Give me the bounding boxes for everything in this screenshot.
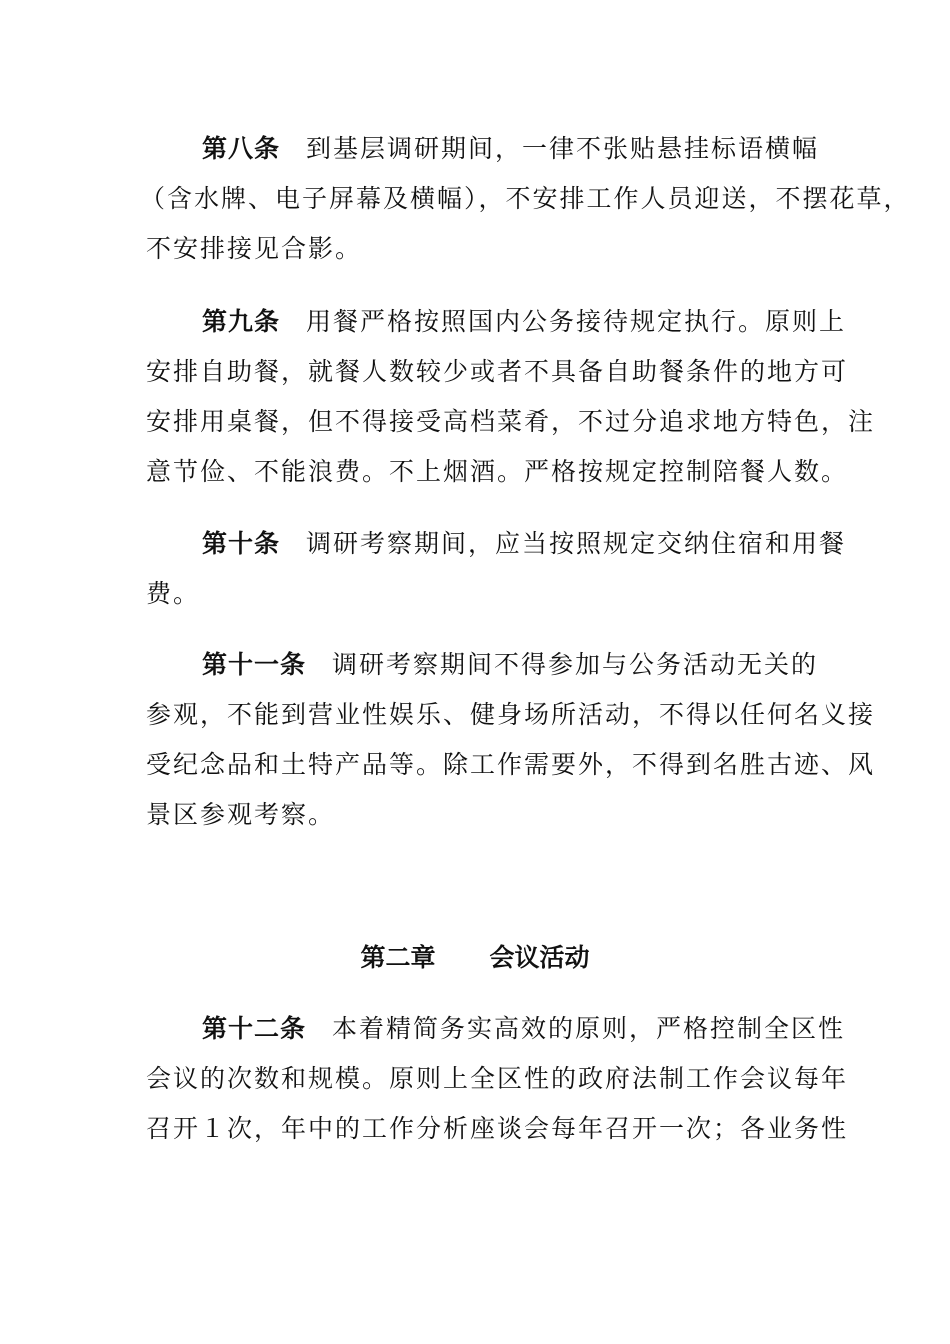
article-11-line-3: 受纪念品和土特产品等。除工作需要外，不得到名胜古迹、风	[146, 750, 876, 779]
article-12-number: 第十二条	[202, 1014, 307, 1043]
article-9-line-2: 安排自助餐，就餐人数较少或者不具备自助餐条件的地方可	[146, 357, 849, 386]
chapter-number: 第二章	[360, 943, 436, 972]
article-9-line-1: 第九条 用餐严格按照国内公务接待规定执行。原则上	[202, 307, 847, 336]
article-10-number: 第十条	[202, 529, 281, 558]
article-9-line-4: 意节俭、不能浪费。不上烟酒。严格按规定控制陪餐人数。	[146, 457, 849, 486]
article-11-number: 第十一条	[202, 650, 307, 679]
chapter-heading	[0, 942, 950, 974]
article-12-line-1: 第十二条 本着精简务实高效的原则，严格控制全区性	[202, 1014, 846, 1043]
article-10-line-2: 费。	[146, 579, 201, 608]
article-11-line-2: 参观，不能到营业性娱乐、健身场所活动，不得以任何名义接	[146, 700, 876, 729]
chapter-title: 会议活动	[489, 943, 590, 972]
article-10-line-1: 第十条 调研考察期间，应当按照规定交纳住宿和用餐	[202, 529, 847, 558]
article-8-line-1: 第八条 到基层调研期间，一律不张贴悬挂标语横幅	[202, 134, 820, 163]
article-8-number: 第八条	[202, 134, 281, 163]
article-9-line-3: 安排用桌餐，但不得接受高档菜肴，不过分追求地方特色，注	[146, 407, 876, 436]
article-12-line-2: 会议的次数和规模。原则上全区性的政府法制工作会议每年	[146, 1064, 849, 1093]
article-8-line-3: 不安排接见合影。	[146, 234, 363, 263]
article-11-line-4: 景区参观考察。	[146, 800, 336, 829]
article-9-number: 第九条	[202, 307, 281, 336]
article-11-line-1: 第十一条 调研考察期间不得参加与公务活动无关的	[202, 650, 819, 679]
article-8-line-2: （含水牌、电子屏幕及横幅），不安排工作人员迎送，不摆花草，	[140, 184, 911, 213]
article-12-line-3: 召开１次，年中的工作分析座谈会每年召开一次；各业务性	[146, 1114, 849, 1143]
